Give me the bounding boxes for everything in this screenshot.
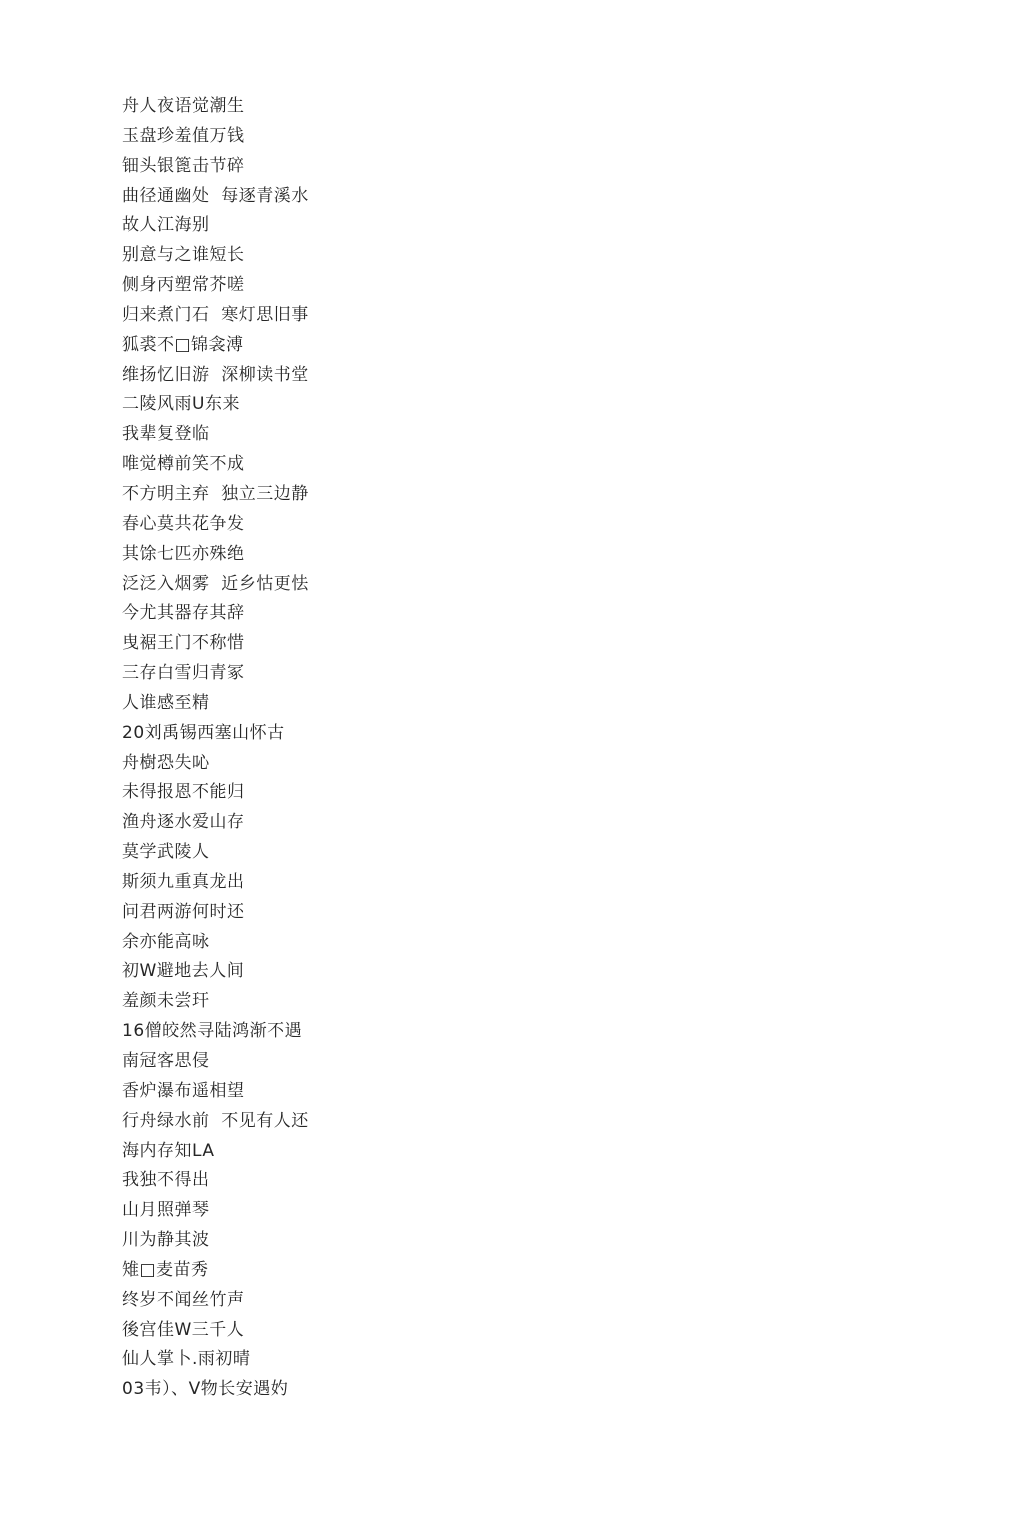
poem-line-list (122, 93, 309, 1406)
poem-line: 我辈复登临 (122, 424, 210, 445)
poem-line: 03韦）、V物长安遇妁 (122, 1379, 289, 1400)
poem-line: 20刘禹锡西塞山怀古 (122, 722, 285, 743)
poem-line: 雉□麦苗秀 (122, 1259, 209, 1280)
poem-line: 舟樹恐失吣 (122, 752, 210, 773)
poem-line: 香炉瀑布遥相望 (122, 1080, 245, 1101)
poem-line: 我独不得出 (122, 1170, 210, 1191)
poem-line: 唯觉樽前笑不成 (122, 454, 245, 475)
poem-line: 归来煮门石 寒灯思旧事 (122, 304, 309, 325)
poem-line: 舟人夜语觉潮生 (122, 96, 245, 116)
poem-line: 曲径通幽处 每逐青溪水 (122, 185, 309, 206)
poem-line: 行舟绿水前 不见有人还 (122, 1110, 309, 1131)
poem-line: 玉盘珍羞值万钱 (122, 125, 245, 146)
poem-line: 仙人掌卜.雨初晴 (122, 1349, 251, 1370)
poem-line: 羞颜未尝玕 (122, 991, 210, 1012)
poem-line: 16僧皎然寻陆鸿渐不遇 (122, 1021, 303, 1042)
poem-line: 山月照弹琴 (122, 1200, 210, 1221)
poem-line: 川为静其波 (122, 1230, 210, 1251)
poem-line: 後宫佳W三千人 (122, 1319, 245, 1340)
poem-line: 余亦能高咏 (122, 931, 210, 952)
poem-line: 春心莫共花争发 (122, 513, 245, 534)
poem-line: 今尤其器存其辞 (122, 603, 245, 624)
poem-line: 其馀七匹亦殊绝 (122, 543, 245, 564)
poem-line: 三存白雪归青冢 (122, 663, 245, 684)
poem-line: 海内存知LA (122, 1140, 215, 1161)
poem-line: 初W避地去人间 (122, 961, 245, 982)
poem-line: 泛泛入烟雾 近乡怙更怯 (122, 573, 309, 594)
poem-line: 终岁不闻丝竹声 (122, 1289, 245, 1310)
poem-line: 莫学武陵人 (122, 842, 210, 863)
poem-line: 不方明主弃 独立三边静 (122, 483, 309, 504)
poem-line: 狐裘不□锦衾溥 (122, 334, 244, 355)
poem-line: 曳裾王门不称惜 (122, 633, 245, 654)
poem-line: 故人江海别 (122, 215, 210, 236)
poem-line: 南冠客思侵 (122, 1051, 210, 1071)
poem-line: 斯须九重真龙出 (122, 871, 245, 892)
poem-line: 未得报恩不能归 (122, 782, 245, 803)
poem-line: 侧身丙塑常芥嗟 (122, 275, 245, 296)
poem-line: 人谁感至精 (122, 692, 210, 713)
poem-line: 问君两游何时还 (122, 901, 245, 922)
poem-line: 别意与之谁短长 (122, 245, 245, 266)
poem-line: 二陵风雨U东来 (122, 394, 240, 415)
poem-line: 渔舟逐水爱山存 (122, 812, 245, 833)
poem-line: 钿头银篦击节碎 (122, 155, 245, 176)
poem-line: 维扬忆旧游 深柳读书堂 (122, 364, 309, 385)
